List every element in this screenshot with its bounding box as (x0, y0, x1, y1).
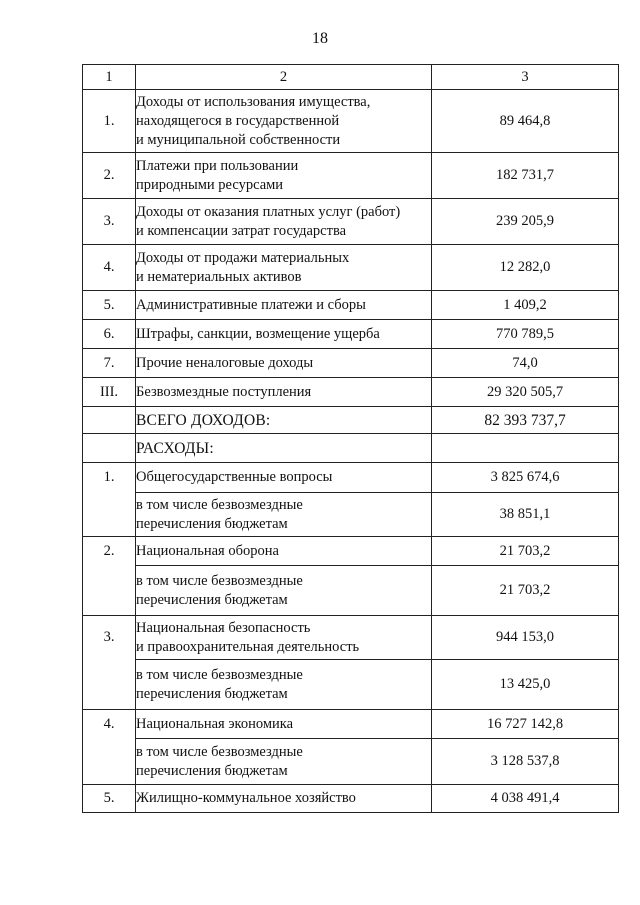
budget-table-body (83, 65, 619, 813)
row-name (136, 320, 432, 349)
table-row (83, 291, 619, 320)
row-number (83, 566, 136, 616)
row-number (83, 739, 136, 785)
row-name-line: РАСХОДЫ: (136, 439, 214, 457)
row-name-line: Доходы от продажи материальных (136, 249, 350, 266)
row-name (136, 463, 432, 493)
header-col-1: 1 (83, 65, 136, 90)
table-row (83, 90, 619, 153)
row-value (432, 434, 619, 463)
table-row (83, 537, 619, 566)
row-name-line: и муниципальной собственности (136, 131, 341, 148)
row-name-line: находящегося в государственной (136, 112, 340, 129)
row-name-line: Прочие неналоговые доходы (136, 354, 314, 371)
row-number (83, 407, 136, 434)
row-value: 82 393 737,7 (432, 407, 619, 434)
row-value: 1 409,2 (432, 291, 619, 320)
row-value: 3 128 537,8 (432, 739, 619, 785)
row-name-line: в том числе безвозмездные (136, 666, 303, 683)
row-name-line: Доходы от использования имущества, (136, 93, 371, 110)
row-name-line: и правоохранительная деятельность (136, 638, 360, 655)
row-name-line: Общегосударственные вопросы (136, 469, 333, 485)
table-row (83, 739, 619, 785)
row-number: 3. (83, 199, 136, 245)
row-name-line: Административные платежи и сборы (136, 296, 366, 313)
row-number (83, 660, 136, 710)
row-name (136, 739, 432, 785)
row-number: 1. (83, 463, 136, 493)
row-number: 7. (83, 349, 136, 378)
row-name-line: в том числе безвозмездные (136, 743, 303, 760)
row-name-line: Национальная экономика (136, 715, 294, 732)
row-name (136, 434, 432, 463)
row-name (136, 378, 432, 407)
table-row (83, 349, 619, 378)
header-col-2: 2 (136, 65, 432, 90)
row-number: 4. (83, 245, 136, 291)
row-value: 182 731,7 (432, 153, 619, 199)
table-row (83, 785, 619, 813)
row-name (136, 153, 432, 199)
row-name-line: перечисления бюджетам (136, 685, 288, 702)
row-number: 3. (83, 616, 136, 660)
table-row (83, 378, 619, 407)
row-number: III. (83, 378, 136, 407)
row-name-line: Безвозмездные поступления (136, 383, 312, 400)
row-name (136, 537, 432, 566)
row-name (136, 407, 432, 434)
row-value: 3 825 674,6 (432, 463, 619, 493)
row-value: 4 038 491,4 (432, 785, 619, 813)
row-value: 38 851,1 (432, 493, 619, 537)
row-value: 21 703,2 (432, 537, 619, 566)
row-name (136, 349, 432, 378)
row-name-line: Доходы от оказания платных услуг (работ) (136, 203, 401, 220)
row-name (136, 493, 432, 537)
row-name-line: в том числе безвозмездные (136, 572, 303, 589)
row-value: 13 425,0 (432, 660, 619, 710)
row-name-line: Штрафы, санкции, возмещение ущерба (136, 325, 380, 342)
row-name-line: перечисления бюджетам (136, 515, 288, 532)
table-row (83, 434, 619, 463)
row-value: 16 727 142,8 (432, 710, 619, 739)
budget-table (82, 64, 619, 813)
row-name (136, 90, 432, 153)
row-number: 2. (83, 537, 136, 566)
row-value: 12 282,0 (432, 245, 619, 291)
row-name-line: Национальная безопасность (136, 619, 311, 636)
table-row (83, 153, 619, 199)
row-number (83, 493, 136, 537)
row-value: 239 205,9 (432, 199, 619, 245)
row-name (136, 785, 432, 813)
table-row (83, 566, 619, 616)
row-name (136, 710, 432, 739)
table-row (83, 407, 619, 434)
row-name-line: ВСЕГО ДОХОДОВ: (136, 411, 271, 429)
row-number: 5. (83, 785, 136, 813)
row-name-line: перечисления бюджетам (136, 591, 288, 608)
row-name-line: в том числе безвозмездные (136, 496, 303, 513)
table-row (83, 463, 619, 493)
table-row (83, 493, 619, 537)
row-name (136, 616, 432, 660)
row-name (136, 245, 432, 291)
row-name-line: перечисления бюджетам (136, 762, 288, 779)
row-value: 944 153,0 (432, 616, 619, 660)
row-value: 21 703,2 (432, 566, 619, 616)
row-value: 770 789,5 (432, 320, 619, 349)
row-name-line: Жилищно-коммунальное хозяйство (136, 790, 356, 806)
row-value: 74,0 (432, 349, 619, 378)
row-number: 4. (83, 710, 136, 739)
row-name (136, 660, 432, 710)
table-row (83, 320, 619, 349)
header-col-3: 3 (432, 65, 619, 90)
table-row (83, 710, 619, 739)
table-row (83, 616, 619, 660)
table-row (83, 245, 619, 291)
row-name-line: Национальная оборона (136, 542, 279, 559)
row-number: 6. (83, 320, 136, 349)
row-value: 29 320 505,7 (432, 378, 619, 407)
row-value: 89 464,8 (432, 90, 619, 153)
table-header-row (83, 65, 619, 90)
row-number: 1. (83, 90, 136, 153)
page-number: 18 (312, 30, 328, 47)
row-number: 2. (83, 153, 136, 199)
row-number (83, 434, 136, 463)
row-name-line: и компенсации затрат государства (136, 222, 347, 239)
row-name-line: Платежи при пользовании (136, 157, 299, 174)
table-row (83, 199, 619, 245)
row-number: 5. (83, 291, 136, 320)
row-name-line: природными ресурсами (136, 176, 284, 193)
row-name (136, 291, 432, 320)
row-name (136, 566, 432, 616)
table-row (83, 660, 619, 710)
row-name-line: и нематериальных активов (136, 268, 302, 285)
row-name (136, 199, 432, 245)
